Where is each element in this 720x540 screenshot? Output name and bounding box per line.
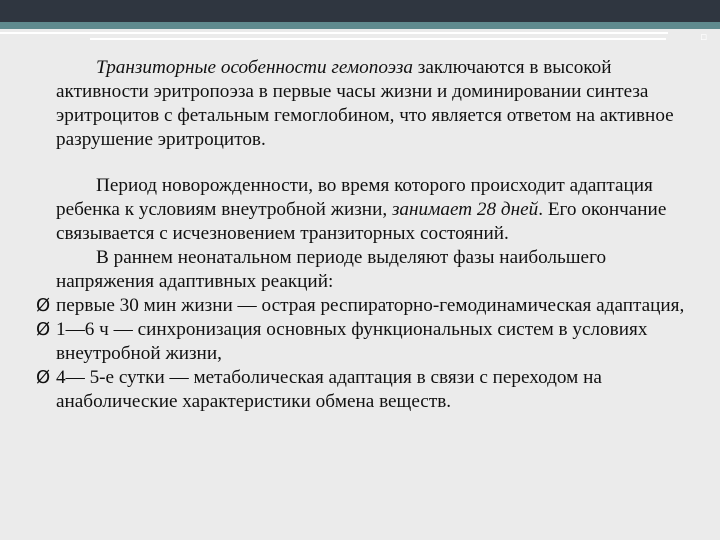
arrow-bullet-icon: Ø xyxy=(36,295,51,316)
arrow-bullet-icon: Ø xyxy=(36,367,51,388)
header-teal-band xyxy=(0,22,720,29)
italic-term: Транзиторные особенности гемопоэза xyxy=(96,57,413,78)
list-item xyxy=(36,318,696,366)
list-item-text: 4— 5-е сутки — метаболическая адаптация в связи с переходом на анаболические характеристики обмена веществ. xyxy=(56,367,602,412)
header-rule xyxy=(0,32,668,34)
list-item-text: первые 30 мин жизни — острая респираторно-гемодинамическая адаптация, xyxy=(56,295,685,316)
paragraph-text: заключаются в высокой активности эритропоэза в первые часы жизни и доминировании синтеза эритроцитов с фетальным гемоглобином, что является ответом на активное разрушение эритроцитов. xyxy=(56,57,674,150)
list-item xyxy=(36,294,696,318)
paragraph-newborn-period xyxy=(56,174,696,246)
italic-duration: занимает 28 дней xyxy=(391,199,539,220)
paragraph-text: Период новорожденности, во время которого происходит адаптация ребенка к условиям внеутробной жизни, xyxy=(56,175,653,220)
paragraph-hemopoiesis xyxy=(56,56,696,152)
slide-body xyxy=(36,56,696,414)
list-item-text: 1—6 ч — синхронизация основных функциональных систем в условиях внеутробной жизни, xyxy=(56,319,648,364)
slide-header-bar xyxy=(0,0,720,22)
header-dark-band xyxy=(0,0,720,22)
slide-corner-icon: ▫ xyxy=(700,30,708,43)
paragraph-text: . Его окончание связывается с исчезновением транзиторных состояний. xyxy=(56,199,667,244)
list-item xyxy=(36,366,696,414)
arrow-bullet-icon: Ø xyxy=(36,319,51,340)
header-rule-secondary xyxy=(90,38,666,40)
paragraph-phases-intro: В раннем неонатальном периоде выделяют фазы наибольшего напряжения адаптивных реакций: xyxy=(56,247,607,292)
